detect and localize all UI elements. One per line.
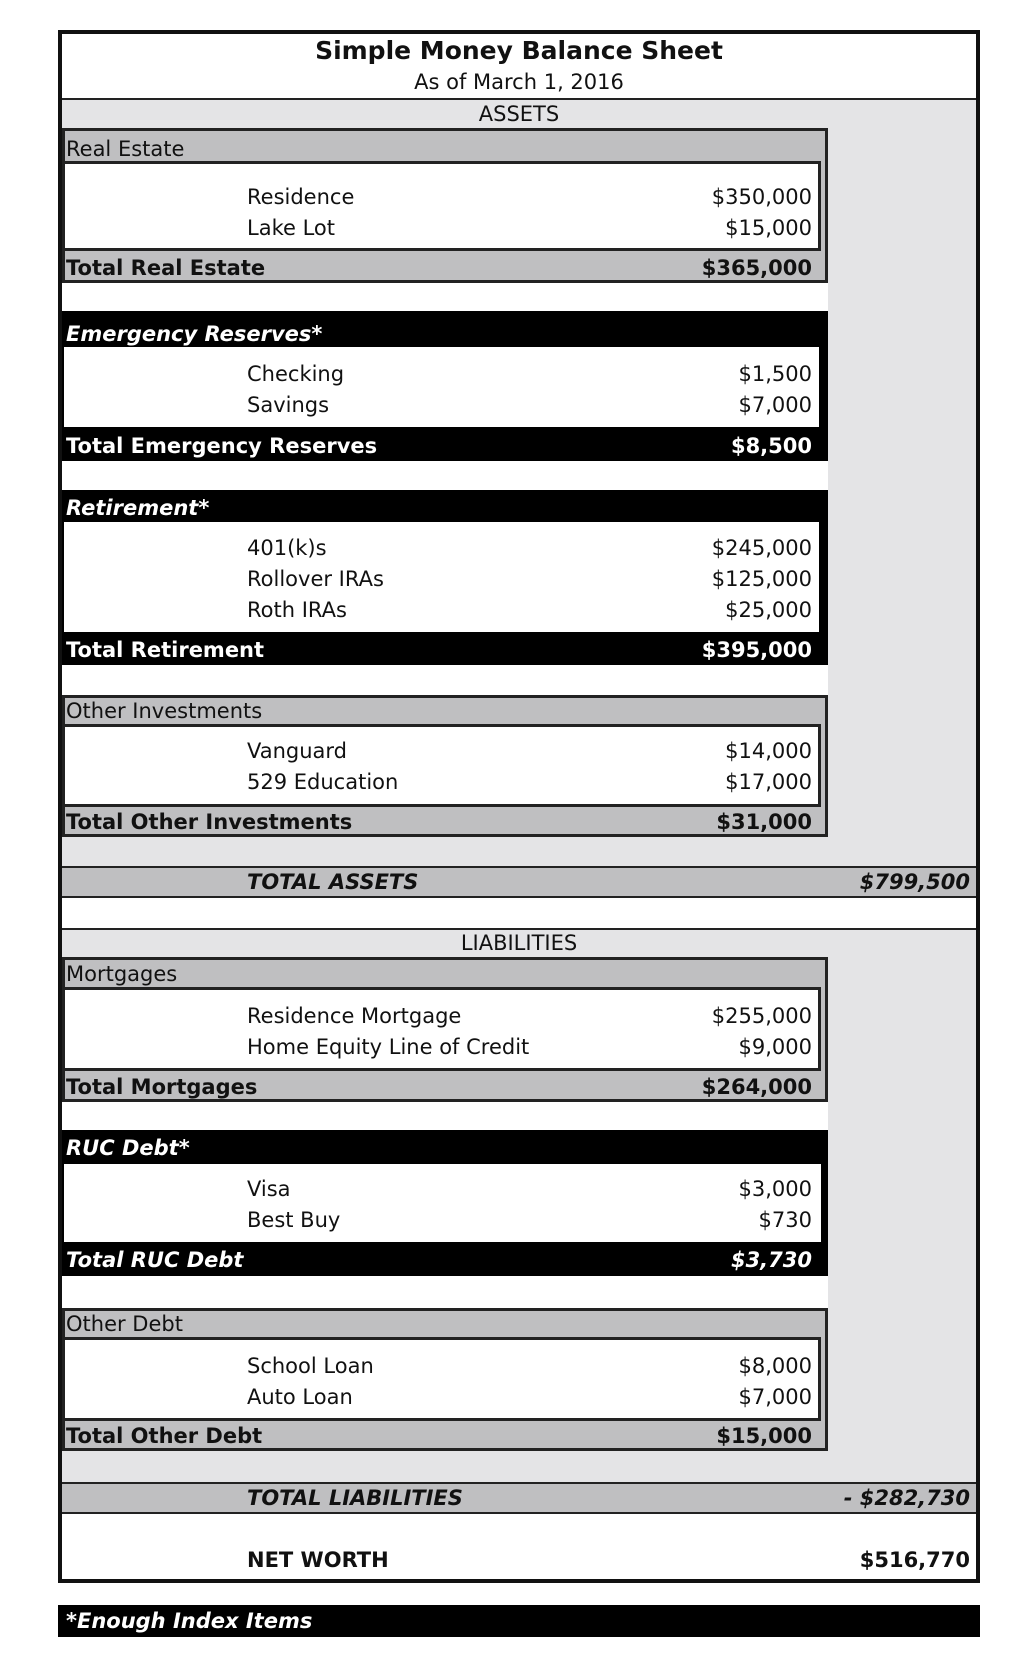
total-real-estate-label: Total Real Estate	[66, 256, 266, 280]
real-estate-items-box	[62, 161, 821, 251]
item-school-loan-value: $8,000	[738, 1354, 812, 1378]
retirement-label: Retirement*	[66, 496, 210, 520]
net-worth-label: NET WORTH	[247, 1548, 389, 1572]
item-savings: Savings	[247, 393, 330, 417]
total-assets-label: TOTAL ASSETS	[247, 870, 419, 894]
item-vanguard: Vanguard	[247, 739, 348, 763]
item-residence-mortgage: Residence Mortgage	[247, 1004, 462, 1028]
page-subtitle: As of March 1, 2016	[414, 70, 624, 94]
item-401k-value: $245,000	[711, 536, 812, 560]
item-auto-loan-value: $7,000	[738, 1385, 812, 1409]
total-mortgages-label: Total Mortgages	[66, 1075, 258, 1099]
item-rollover-iras-value: $125,000	[711, 567, 812, 591]
mortgages-label: Mortgages	[66, 962, 178, 986]
total-ruc-debt-value: $3,730	[730, 1248, 812, 1272]
item-heloc: Home Equity Line of Credit	[247, 1035, 530, 1059]
item-auto-loan: Auto Loan	[247, 1385, 353, 1409]
item-checking: Checking	[247, 362, 345, 386]
item-visa: Visa	[247, 1177, 291, 1201]
retirement-items-box	[64, 522, 819, 632]
item-lake-lot-value: $15,000	[725, 216, 812, 240]
ruc-debt-label: RUC Debt*	[66, 1136, 190, 1160]
other-investments-label: Other Investments	[66, 699, 263, 723]
item-residence-value: $350,000	[711, 185, 812, 209]
total-liabilities-label: TOTAL LIABILITIES	[247, 1486, 463, 1510]
total-emergency-label: Total Emergency Reserves	[66, 434, 378, 458]
other-debt-items-box	[62, 1337, 821, 1421]
item-roth-iras-value: $25,000	[725, 598, 812, 622]
spacer	[62, 665, 828, 695]
item-residence: Residence	[247, 185, 355, 209]
total-retirement-value: $395,000	[701, 638, 812, 662]
item-residence-mortgage-value: $255,000	[711, 1004, 812, 1028]
other-investments-items-box	[62, 724, 821, 807]
real-estate-label: Real Estate	[66, 137, 185, 161]
item-vanguard-value: $14,000	[725, 739, 812, 763]
total-assets-value: $799,500	[859, 870, 970, 894]
item-school-loan: School Loan	[247, 1354, 374, 1378]
item-best-buy: Best Buy	[247, 1208, 341, 1232]
total-other-debt-value: $15,000	[716, 1424, 812, 1448]
total-ruc-debt-label: Total RUC Debt	[66, 1248, 244, 1272]
net-worth-value: $516,770	[859, 1548, 970, 1572]
emergency-items-box	[64, 347, 819, 427]
item-rollover-iras: Rollover IRAs	[247, 567, 384, 591]
total-assets-bar	[62, 866, 976, 898]
spacer	[62, 461, 828, 490]
spacer	[62, 1102, 828, 1130]
total-liabilities-bar	[62, 1482, 976, 1514]
emergency-reserves-label: Emergency Reserves*	[66, 322, 323, 346]
item-best-buy-value: $730	[758, 1208, 812, 1232]
total-emergency-value: $8,500	[730, 434, 812, 458]
item-529-education-value: $17,000	[725, 770, 812, 794]
total-other-investments-value: $31,000	[716, 810, 812, 834]
footnote-text: *Enough Index Items	[66, 1609, 313, 1633]
spacer	[62, 1276, 828, 1308]
item-401k: 401(k)s	[247, 536, 327, 560]
item-lake-lot: Lake Lot	[247, 216, 335, 240]
spacer	[62, 898, 976, 928]
total-liabilities-value: - $282,730	[843, 1486, 970, 1510]
item-savings-value: $7,000	[738, 393, 812, 417]
spacer	[62, 283, 828, 311]
item-529-education: 529 Education	[247, 770, 399, 794]
ruc-debt-items-box	[64, 1164, 821, 1242]
item-visa-value: $3,000	[738, 1177, 812, 1201]
item-heloc-value: $9,000	[738, 1035, 812, 1059]
total-retirement-label: Total Retirement	[66, 638, 265, 662]
assets-header: ASSETS	[478, 102, 560, 126]
total-other-investments-label: Total Other Investments	[66, 810, 353, 834]
item-roth-iras: Roth IRAs	[247, 598, 347, 622]
page-title: Simple Money Balance Sheet	[315, 36, 723, 65]
other-debt-label: Other Debt	[66, 1312, 183, 1336]
total-real-estate-value: $365,000	[701, 256, 812, 280]
item-checking-value: $1,500	[738, 362, 812, 386]
total-other-debt-label: Total Other Debt	[66, 1424, 263, 1448]
liabilities-header: LIABILITIES	[460, 931, 578, 955]
total-mortgages-value: $264,000	[701, 1075, 812, 1099]
